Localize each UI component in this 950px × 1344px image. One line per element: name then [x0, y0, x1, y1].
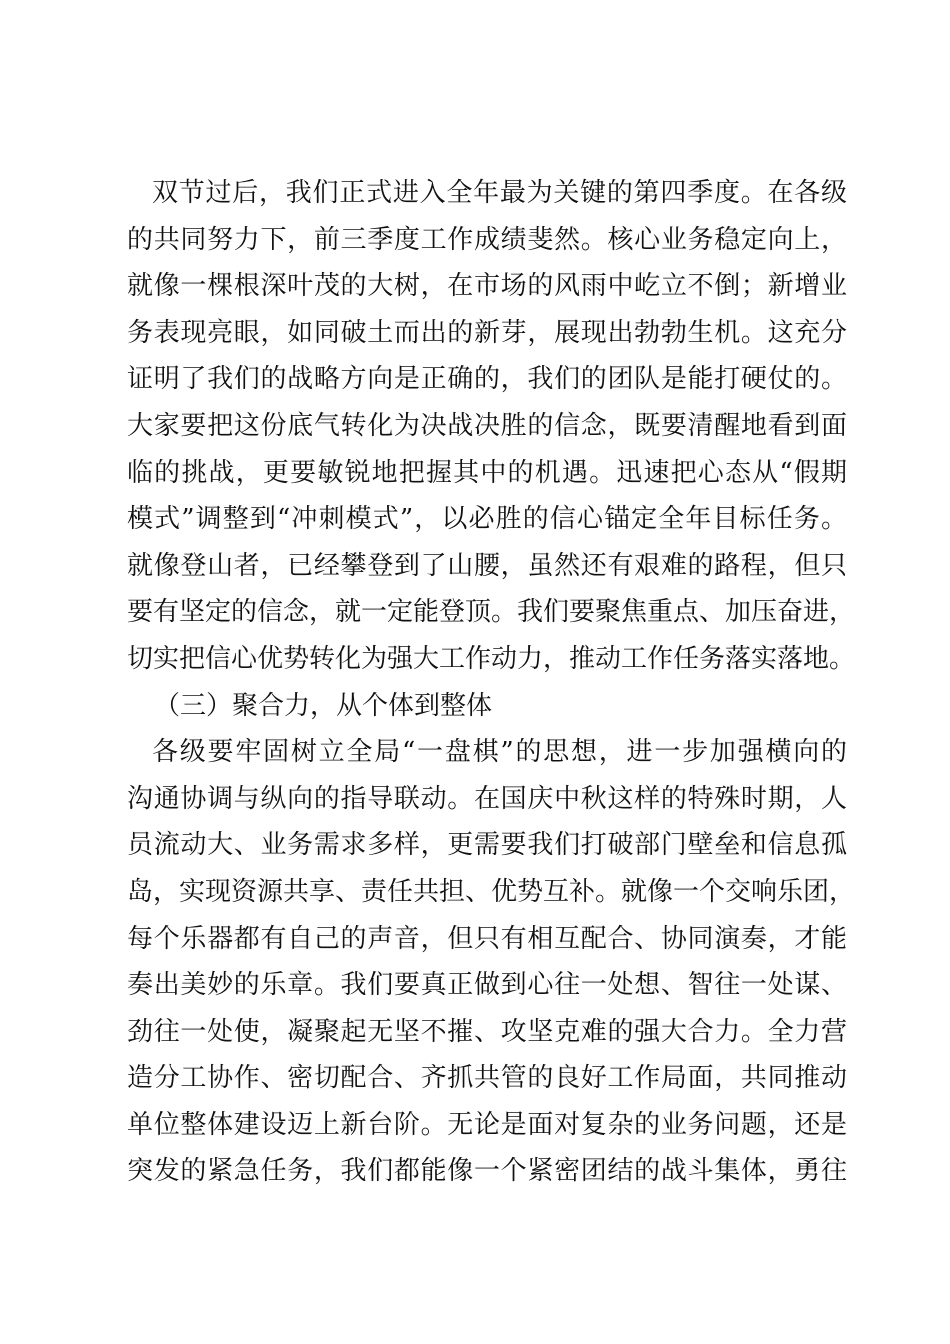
text-line: 临的挑战，更要敏锐地把握其中的机遇。迅速把心态从“假期	[127, 457, 847, 488]
text-line: 沟通协调与纵向的指导联动。在国庆中秋这样的特殊时期，人	[127, 783, 847, 814]
text-line: 单位整体建设迈上新台阶。无论是面对复杂的业务问题，还是	[127, 1109, 847, 1140]
document-page	[127, 170, 856, 1195]
text-line: 大家要把这份底气转化为决战决胜的信念，既要清醒地看到面	[127, 410, 847, 441]
text-line: 各级要牢固树立全局“一盘棋”的思想，进一步加强横向的	[152, 737, 847, 768]
paragraph-2	[127, 729, 856, 1195]
text-line: 双节过后，我们正式进入全年最为关键的第四季度。在各级	[152, 178, 847, 208]
text-line: 证明了我们的战略方向是正确的，我们的团队是能打硬仗的。	[127, 364, 847, 395]
text-line: 岛，实现资源共享、责任共担、优势互补。就像一个交响乐团，	[127, 876, 856, 907]
section-heading: （三）聚合力，从个体到整体	[154, 690, 493, 721]
paragraph-1	[127, 170, 856, 683]
text-line: 突发的紧急任务，我们都能像一个紧密团结的战斗集体，勇往	[127, 1156, 847, 1187]
text-line: 切实把信心优势转化为强大工作动力，推动工作任务落实落地。	[127, 643, 856, 674]
text-line: 每个乐器都有自己的声音，但只有相互配合、协同演奏，才能	[127, 923, 847, 954]
text-line: 就像登山者，已经攀登到了山腰，虽然还有艰难的路程，但只	[127, 550, 847, 581]
text-line: 的共同努力下，前三季度工作成绩斐然。核心业务稳定向上，	[127, 224, 847, 255]
text-line: 要有坚定的信念，就一定能登顶。我们要聚焦重点、加压奋进，	[127, 597, 856, 628]
text-line: 奏出美妙的乐章。我们要真正做到心往一处想、智往一处谋、	[127, 970, 847, 1001]
text-line: 就像一棵根深叶茂的大树，在市场的风雨中屹立不倒；新增业	[127, 271, 847, 302]
text-line: 务表现亮眼，如同破土而出的新芽，展现出勃勃生机。这充分	[127, 317, 847, 348]
text-line: 造分工协作、密切配合、齐抓共管的良好工作局面，共同推动	[127, 1063, 847, 1094]
text-line: 员流动大、业务需求多样，更需要我们打破部门壁垒和信息孤	[127, 830, 847, 861]
text-line: 模式”调整到“冲刺模式”，以必胜的信心锚定全年目标任务。	[127, 504, 847, 535]
text-line: 劲往一处使，凝聚起无坚不摧、攻坚克难的强大合力。全力营	[127, 1016, 847, 1047]
